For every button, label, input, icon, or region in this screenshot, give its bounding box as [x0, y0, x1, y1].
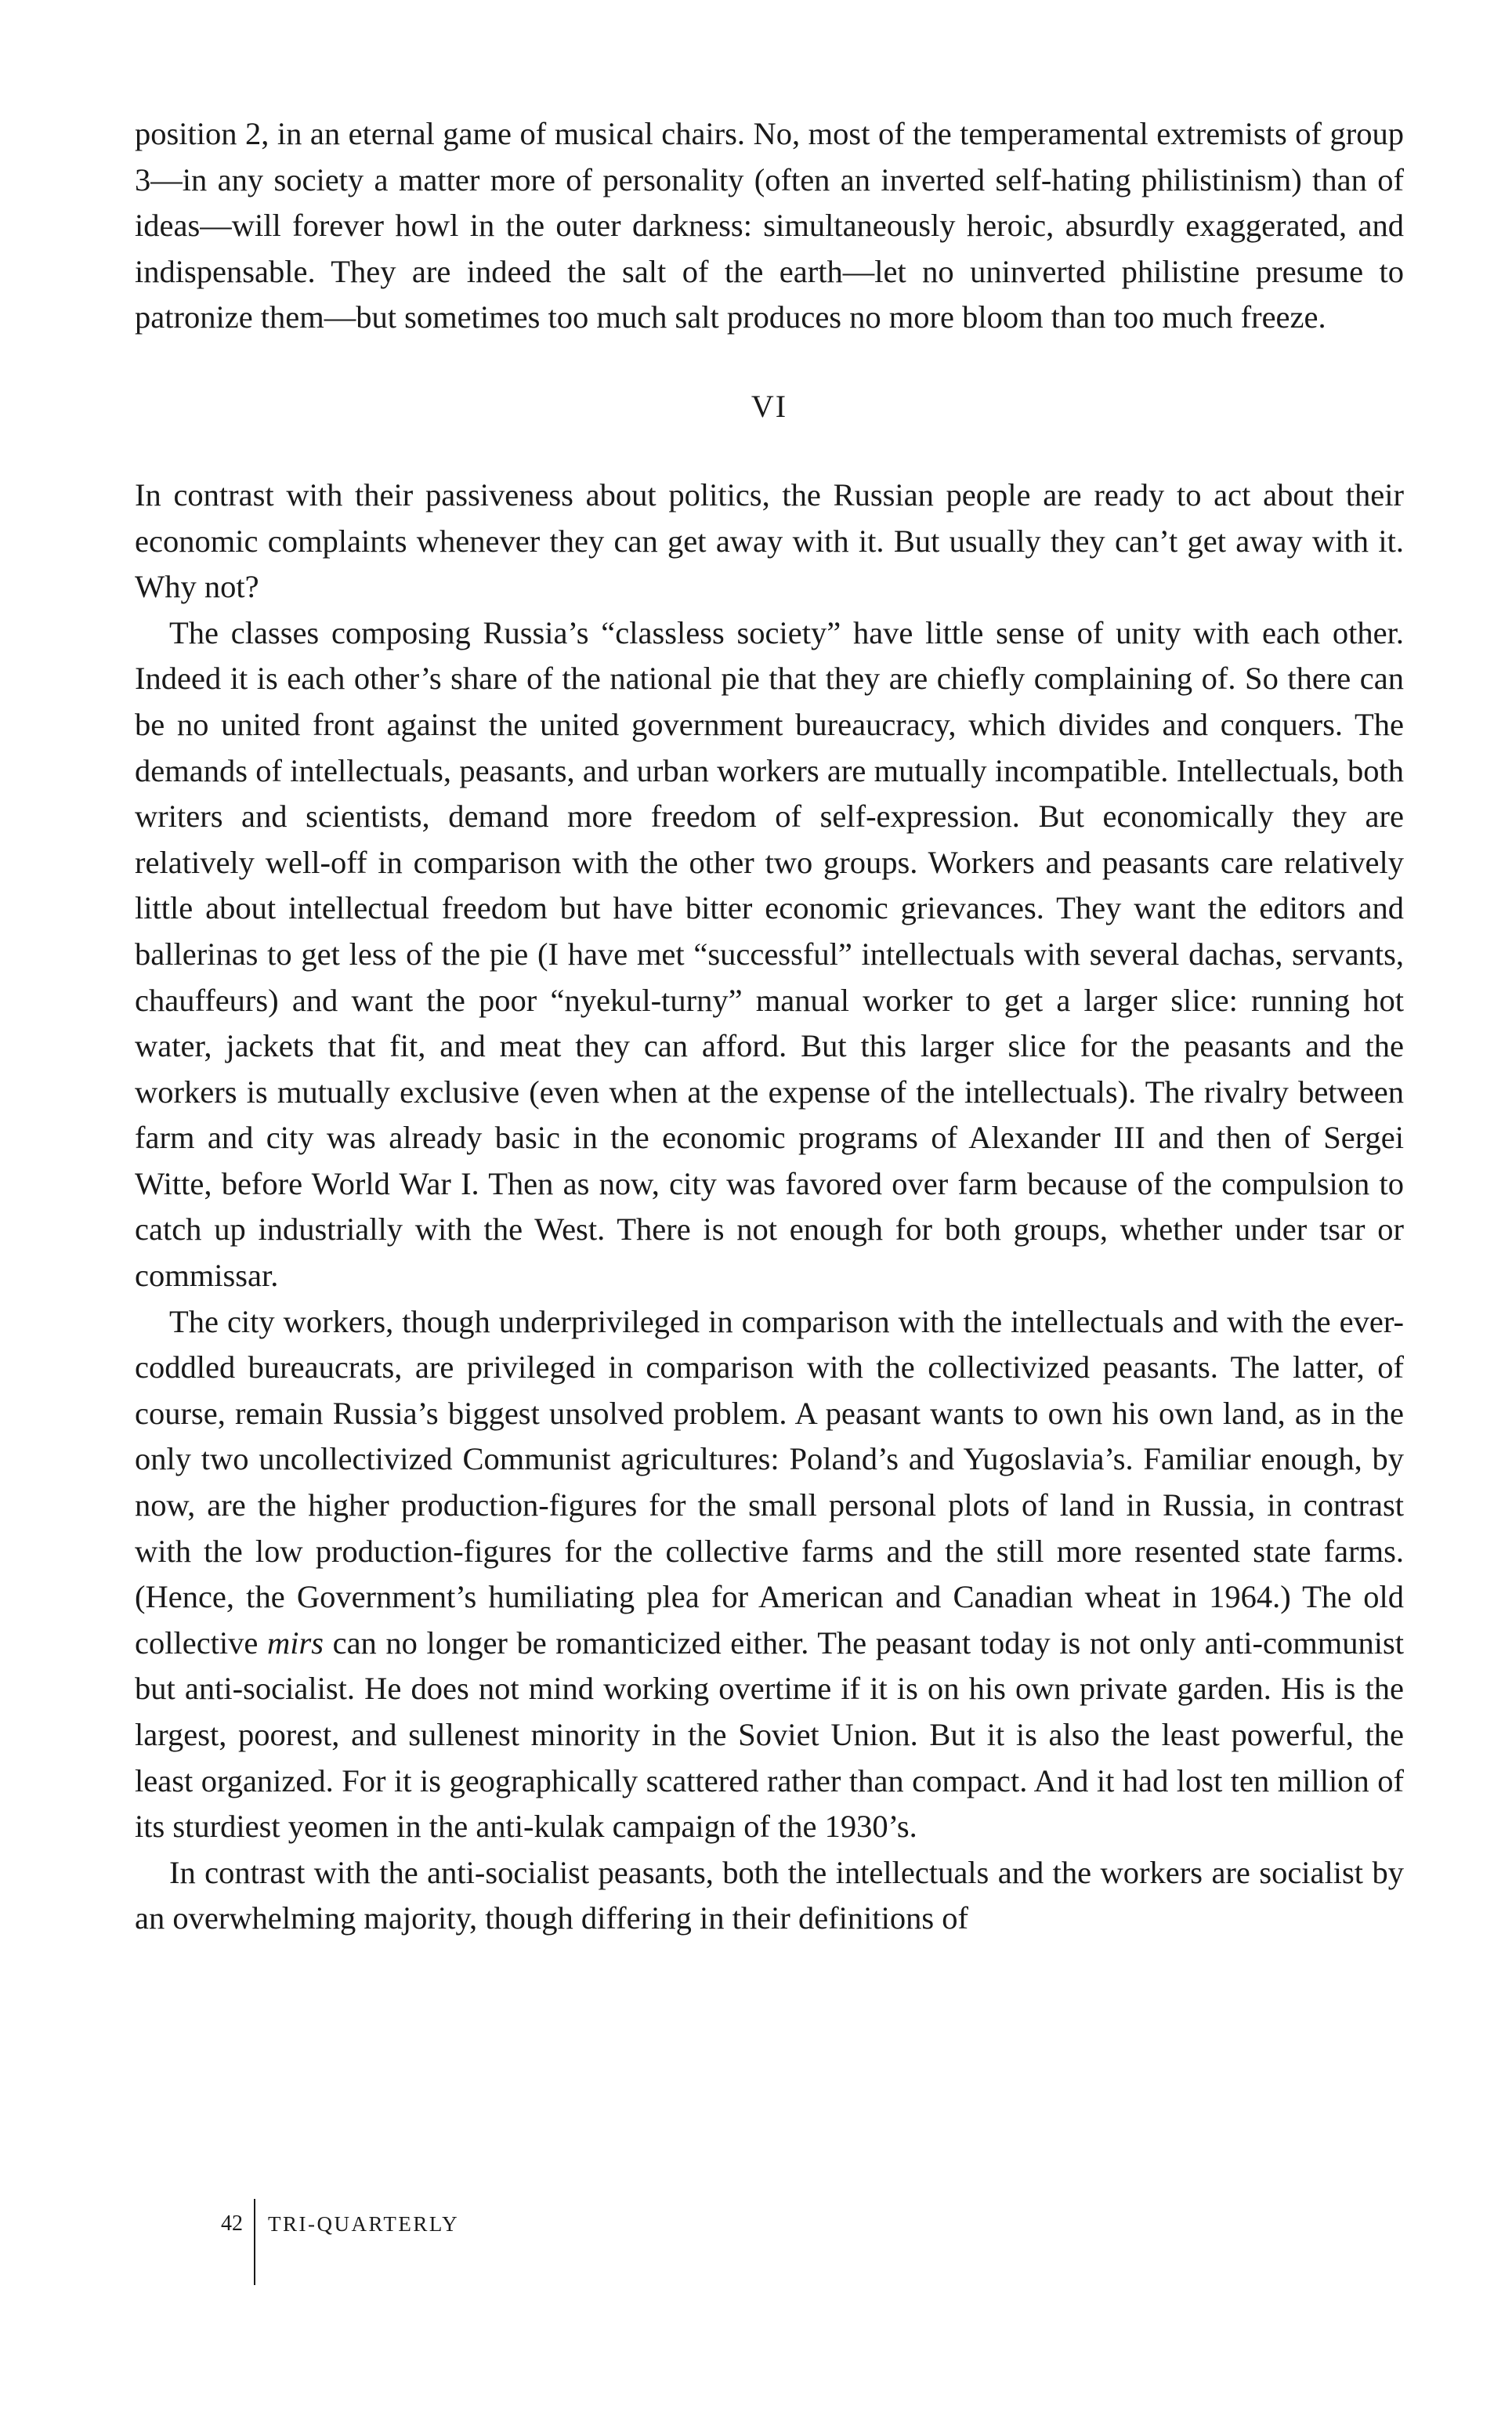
body-paragraph-5: In contrast with the anti-socialist peasants, both the intellectuals and the workers are socialist by an overwhelming majority, though differing in their definitions of [135, 1854, 1404, 1936]
page-number: 42 [221, 2211, 243, 2236]
section-heading: VI [751, 388, 788, 424]
page-body [135, 111, 1404, 1942]
body-paragraph-1: position 2, in an eternal game of musical chairs. No, most of the temperamental extremists of group 3—in any society a matter more of personality (often an inverted self-hating philistinism) than of ideas—will forever howl in the outer darkness: simultaneously heroic, absurdly exaggerated, and indispensable. They are indeed the salt of the earth—let no uninverted philistine presume to patronize them—but sometimes too much salt produces no more bloom than too much freeze. [135, 116, 1404, 335]
body-paragraph-2: In contrast with their passiveness about politics, the Russian people are ready to act about their economic complaints whenever they can get away with it. But usually they can’t get away with it. Why not? [135, 476, 1404, 605]
paragraph-4-text-a: The city workers, though underprivileged in comparison with the intellectuals and with the ever-coddled bureaucrats, are privileged in comparison with the collectivized peasants. The latter, of course, remain Russia’s biggest unsolved problem. A peasant wants to own his own land, as in the only two uncollectivized Communist agricultures: Poland’s and Yugoslavia’s. Familiar enough, by now, are the higher production-figures for the small personal plots of land in Russia, in contrast with the low production-figures for the collective farms and the still more resented state farms. (Hence, the Government’s humiliating plea for American and Canadian wheat in 1964.) The old collective [135, 1303, 1404, 1661]
paragraph-4-text-b: can no longer be romanticized either. The peasant today is not only anti-communist but anti-socialist. He does not mind working overtime if it is on his own private garden. His is the largest, poorest, and sullenest minority in the Soviet Union. But it is also the least powerful, the least organized. For it is geographically scattered rather than compact. And it had lost ten million of its sturdiest yeomen in the anti-kulak campaign of the 1930’s. [135, 1624, 1404, 1845]
body-paragraph-4 [135, 1299, 1404, 1850]
journal-name: TRI-QUARTERLY [268, 2212, 460, 2236]
page-footer [221, 2199, 459, 2285]
body-paragraph-3: The classes composing Russia’s “classless society” have little sense of unity with each other. Indeed it is each other’s share of the national pie that they are chiefly complaining of. So there can be no united front against the united government bureaucracy, which divides and conquers. The demands of intellectuals, peasants, and urban workers are mutually incompatible. Intellectuals, both writers and scientists, demand more freedom of self-expression. But economically they are relatively well-off in comparison with the other two groups. Workers and peasants care relatively little about intellectual freedom but have bitter economic grievances. They want the editors and ballerinas to get less of the pie (I have met “successful” intellectuals with several dachas, servants, chauffeurs) and want the poor “nyekul-turny” manual worker to get a larger slice: running hot water, jackets that fit, and meat they can afford. But this larger slice for the peasants and the workers is mutually exclusive (even when at the expense of the intellectuals). The rivalry between farm and city was already basic in the economic programs of Alexander III and then of Sergei Witte, before World War I. Then as now, city was favored over farm because of the compulsion to catch up industrially with the West. There is not enough for both groups, whether under tsar or commissar. [135, 614, 1404, 1294]
italic-term-mirs: mirs [267, 1624, 324, 1661]
